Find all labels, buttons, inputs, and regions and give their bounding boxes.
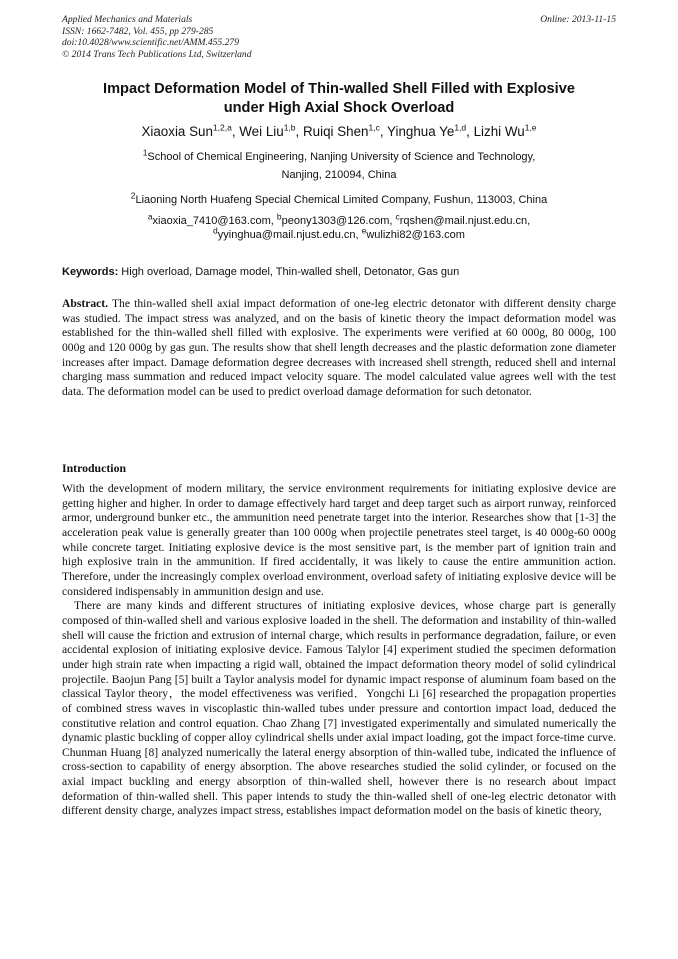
affiliation-2: [62, 191, 616, 209]
affiliation-1: [62, 148, 616, 184]
journal-header: [62, 14, 616, 60]
body-paragraph: With the development of modern military, the service environment requirements for initiating explosive device are getting higher and higher. In order to damage effectively hard target and deep target such as airport runway, reinforced armor, underground bunker etc., the ammunition need penetrate target into the interior. Researches show that [1-3] the acceleration peak value is generally greater than 100 000g when projectile penetrates steel target, is 40 000g-60 000g while concrete target. Initiating explosive device is the most sensitive part, is the member part of ignition train and high explosive train in the ammunition. If fired accidentally, it was likely to cause the entire ammunition action. Therefore, under the increasingly complex overload environment, overload safety of initiating explosive device will be considered indispensably in ammunition design and use.: [62, 482, 616, 598]
author-affiliation-mark: 1,2,a: [212, 122, 232, 133]
online-date: Online: 2013-11-15: [540, 14, 616, 25]
author-separator: ,: [379, 124, 388, 139]
author-name: Ruiqi Shen: [302, 124, 369, 139]
email-mark: b: [276, 211, 282, 222]
affiliation-mark: 2: [130, 190, 136, 201]
author-affiliation-mark: 1,e: [524, 122, 537, 133]
author-separator: ,: [466, 124, 474, 139]
author-affiliation-mark: 1,c: [368, 122, 380, 133]
keywords-line: [62, 265, 616, 279]
author-list: [62, 123, 616, 141]
email-mark: c: [395, 211, 400, 222]
author-name: Wei Liu: [239, 124, 284, 139]
journal-issn: ISSN: 1662-7482, Vol. 455, pp 279-285: [62, 25, 214, 37]
title-line: under High Axial Shock Overload: [223, 99, 455, 116]
email-link[interactable]: wulizhi82@163.com: [366, 229, 465, 241]
email-mark: d: [213, 225, 218, 236]
copyright-notice: © 2014 Trans Tech Publications Ltd, Switzerland: [62, 48, 252, 60]
affiliation-text: Nanjing, 210094, China: [281, 169, 397, 181]
section-heading-introduction: Introduction: [62, 461, 127, 475]
author-separator: ,: [231, 124, 240, 139]
author-affiliation-mark: 1,b: [283, 122, 296, 133]
author-emails: [62, 211, 616, 242]
body-paragraph: There are many kinds and different structures of initiating explosive devices, whose charge part is generally composed of thin-walled shell and various explosive loaded in the shell. The deformation and instability of thin-walled shell will cause the friction and extrusion of internal charge, which results in performance degradation, failure, or even accidental explosion of initiating explosive device. Famous Talylor [4] experiment studied the specimen deformation under high strain rate when impacting a rigid wall, obtained the impact deformation theory model of solid cylindrical projectile. Baojun Pang [5] built a Taylor analysis model for dynamic impact response of aluminum foam based on the classical Taylor theory，the model effectiveness was verified．Yongchi Li [6] researched the propagation properties of combined stress waves in viscoplastic thin-walled tubes under pressure and contortion impact load, deduced the constitutive relation and control equation. Chao Zhang [7] investigated experimentally and simulated numerically the dynamic plastic buckling of copper alloy cylindrical shells under axial impact loading, got the impact force-time curve. Chunman Huang [8] analyzed numerically the lateral energy absorption of thin-walled tube, indicated the influence of cross-section to capability of energy absorption. The above researches studied the solid cylinder, or focused on the axial impact buckling and energy absorption of thin-walled shell, however there is no research about impact deformation of thin-walled shell. This paper intends to study the thin-walled shell of one-leg electric detonator with different density charge, analyzes impact stress, establishes impact deformation model on the basis of kinetic theory,: [62, 599, 616, 818]
author-name: Yinghua Ye: [387, 124, 455, 139]
email-link[interactable]: xiaoxia_7410@163.com,: [152, 215, 277, 227]
journal-name: Applied Mechanics and Materials: [62, 14, 193, 25]
email-mark: a: [147, 211, 153, 222]
doi-link[interactable]: doi:10.4028/www.scientific.net/AMM.455.279: [62, 37, 240, 49]
author-name: Lizhi Wu: [473, 124, 525, 139]
affiliation-text: Liaoning North Huafeng Special Chemical Limited Company, Fushun, 113003, China: [135, 194, 548, 206]
title-line: Impact Deformation Model of Thin-walled Shell Filled with Explosive: [103, 81, 575, 97]
abstract-text: The thin-walled shell axial impact deformation of one-leg electric detonator with different density charge was studied. The impact stress was analyzed, and on the basis of kinetic theory the impact deformation model was established for the thin-walled shell filled with explosive. The experiments were verified at 60 000g, 80 000g, 100 000g and 120 000g by gas gun. The results show that shell length decreases and the plastic deformation zone diameter increases after impact. Damage deformation degree decreases with increased shell strength, reduced shell and internal charging mass summation and reduced impact velocity square. The model calculated value agrees well with the test data. The deformation model can be used to predict overload damage deformation for such detonator.: [62, 297, 616, 398]
keywords-label: Keywords:: [62, 266, 119, 278]
email-link[interactable]: peony1303@126.com,: [281, 215, 396, 227]
email-link[interactable]: rqshen@mail.njust.edu.cn,: [399, 215, 531, 227]
affiliation-mark: 1: [142, 147, 148, 158]
keywords-text: High overload, Damage model, Thin-walled shell, Detonator, Gas gun: [118, 266, 460, 278]
author-affiliation-mark: 1,d: [454, 122, 467, 133]
affiliation-text: School of Chemical Engineering, Nanjing University of Science and Technology,: [147, 151, 536, 163]
abstract-label: Abstract.: [62, 297, 109, 310]
author-name: Xiaoxia Sun: [141, 124, 213, 139]
author-separator: ,: [295, 124, 303, 139]
introduction-body: [62, 482, 616, 819]
abstract: [62, 297, 616, 400]
email-link[interactable]: yyinghua@mail.njust.edu.cn,: [217, 229, 362, 241]
email-mark: e: [361, 225, 367, 236]
paper-title: [62, 80, 616, 117]
